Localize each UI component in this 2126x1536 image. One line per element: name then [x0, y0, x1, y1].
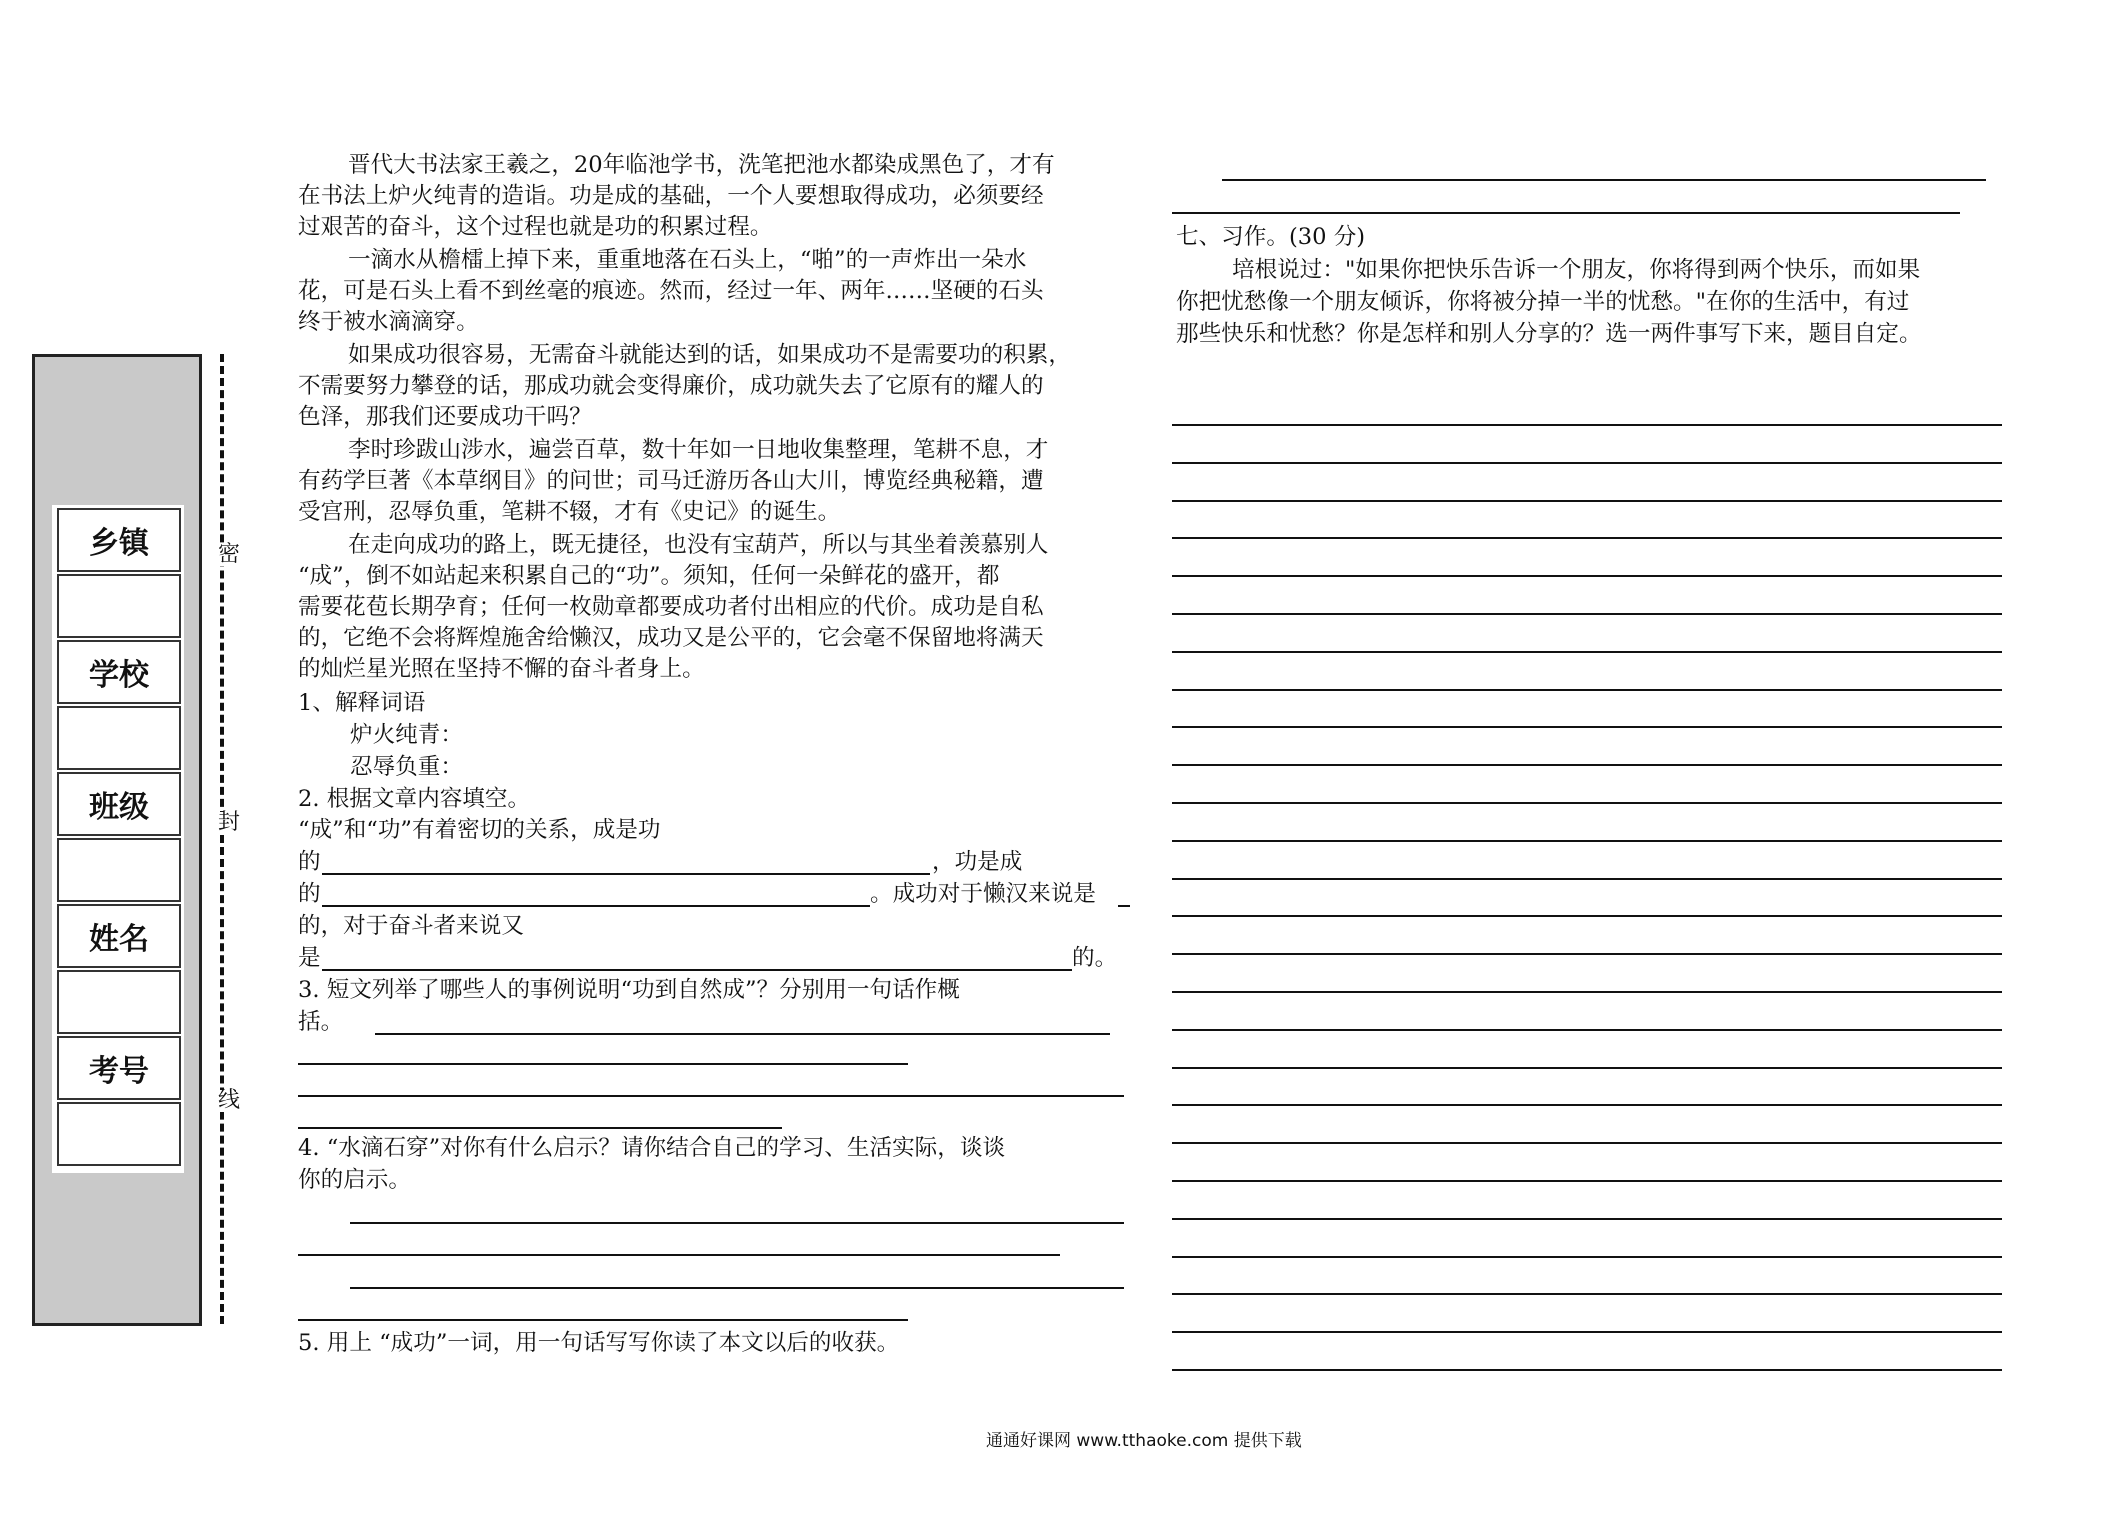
answer-line[interactable]: [375, 1033, 1110, 1035]
passage-line: 的，它绝不会将辉煌施舍给懒汉，成功又是公平的，它会毫不保留地将满天: [298, 625, 1044, 651]
writing-line[interactable]: [1172, 424, 2002, 426]
writing-line[interactable]: [1172, 1142, 2002, 1144]
seal-char-feng: 封: [217, 810, 240, 835]
answer-line[interactable]: [298, 1095, 1124, 1097]
writing-line[interactable]: [1172, 764, 2002, 766]
answer-line[interactable]: [298, 1254, 1060, 1256]
passage-line: “成”，倒不如站起来积累自己的“功”。须知，任何一朵鲜花的盛开，都: [298, 563, 1000, 589]
question-3-cont: 括。: [298, 1009, 344, 1035]
answer-line[interactable]: [298, 1127, 782, 1129]
writing-line[interactable]: [1172, 1067, 2002, 1069]
passage-line: 终于被水滴滴穿。: [298, 309, 479, 335]
fill-prefix: 的: [298, 881, 321, 907]
composition-prompt-line: 你把忧愁像一个朋友倾诉，你将被分掉一半的忧愁。"在你的生活中，有过: [1176, 289, 1910, 315]
label-class: 班级: [57, 772, 181, 836]
question-4-cont: 你的启示。: [298, 1167, 411, 1193]
writing-line[interactable]: [1172, 991, 2002, 993]
field-exam-number[interactable]: [57, 1102, 181, 1166]
passage-line: 不需要努力攀登的话，那成功就会变得廉价，成功就失去了它原有的耀人的: [298, 373, 1044, 399]
writing-line[interactable]: [1172, 1369, 2002, 1371]
answer-line[interactable]: [350, 1287, 1124, 1289]
passage-line: 在书法上炉火纯青的造诣。功是成的基础，一个人要想取得成功，必须要经: [298, 183, 1044, 209]
writing-line[interactable]: [1172, 878, 2002, 880]
answer-blank[interactable]: [322, 873, 930, 875]
question-1: 1、解释词语: [298, 690, 426, 716]
answer-line[interactable]: [1222, 179, 1986, 181]
fill-prefix: 是: [298, 945, 321, 971]
label-name: 姓名: [57, 904, 181, 968]
passage-line: 的灿烂星光照在坚持不懈的奋斗者身上。: [298, 656, 705, 682]
fill-text: 的，对于奋斗者来说又: [298, 913, 524, 939]
passage-line: 需要花苞长期孕育；任何一枚勋章都要成功者付出相应的代价。成功是自私: [298, 594, 1044, 620]
writing-line[interactable]: [1172, 802, 2002, 804]
fill-suffix: ，功是成: [932, 849, 1023, 875]
fill-prefix: 的: [298, 849, 321, 875]
field-class[interactable]: [57, 838, 181, 902]
passage-line: 李时珍跋山涉水，遍尝百草，数十年如一日地收集整理，笔耕不息，才: [348, 437, 1049, 463]
writing-line[interactable]: [1172, 689, 2002, 691]
writing-line[interactable]: [1172, 840, 2002, 842]
writing-line[interactable]: [1172, 651, 2002, 653]
question-2-text: “成”和“功”有着密切的关系，成是功: [298, 817, 661, 843]
field-school[interactable]: [57, 706, 181, 770]
writing-line[interactable]: [1172, 537, 2002, 539]
label-exam-number: 考号: [57, 1036, 181, 1100]
footer-credit: 通通好课网 www.tthaoke.com 提供下载: [986, 1431, 1302, 1451]
passage-line: 晋代大书法家王羲之，20年临池学书，洗笔把池水都染成黑色了，才有: [348, 152, 1055, 178]
seal-dashed-line: [220, 354, 224, 1324]
fill-suffix: 。成功对于懒汉来说是: [870, 881, 1096, 907]
seal-char-xian: 线: [217, 1088, 240, 1113]
writing-line[interactable]: [1172, 915, 2002, 917]
fill-suffix: 的。: [1072, 945, 1118, 971]
answer-blank[interactable]: [1118, 905, 1130, 907]
passage-line: 过艰苦的奋斗，这个过程也就是功的积累过程。: [298, 214, 773, 240]
passage-line: 有药学巨著《本草纲目》的问世；司马迁游历各山大川，博览经典秘籍，遭: [298, 468, 1044, 494]
writing-line[interactable]: [1172, 726, 2002, 728]
writing-line[interactable]: [1172, 575, 2002, 577]
passage-line: 在走向成功的路上，既无捷径，也没有宝葫芦，所以与其坐着羡慕别人: [348, 532, 1049, 558]
field-township[interactable]: [57, 574, 181, 638]
passage-line: 受宫刑，忍辱负重，笔耕不辍，才有《史记》的诞生。: [298, 499, 841, 525]
student-info-table: [52, 505, 184, 1173]
term-2: 忍辱负重：: [350, 754, 463, 780]
composition-heading: 七、习作。(30 分): [1176, 224, 1366, 250]
composition-prompt-line: 那些快乐和忧愁？你是怎样和别人分享的？选一两件事写下来，题目自定。: [1176, 321, 1922, 347]
answer-line[interactable]: [1172, 212, 1960, 214]
question-3: 3. 短文列举了哪些人的事例说明“功到自然成”？分别用一句话作概: [298, 977, 960, 1003]
writing-line[interactable]: [1172, 1104, 2002, 1106]
seal-char-mi: 密: [217, 542, 240, 567]
answer-blank[interactable]: [322, 905, 870, 907]
term-1: 炉火纯青：: [350, 722, 463, 748]
writing-line[interactable]: [1172, 1331, 2002, 1333]
question-4: 4. “水滴石穿”对你有什么启示？请你结合自己的学习、生活实际，谈谈: [298, 1135, 1006, 1161]
writing-line[interactable]: [1172, 1180, 2002, 1182]
field-name[interactable]: [57, 970, 181, 1034]
label-school: 学校: [57, 640, 181, 704]
question-5: 5. 用上 “成功”一词，用一句话写写你读了本文以后的收获。: [298, 1330, 900, 1356]
writing-line[interactable]: [1172, 1218, 2002, 1220]
answer-line[interactable]: [298, 1319, 908, 1321]
passage-line: 色泽，那我们还要成功干吗？: [298, 404, 592, 430]
composition-prompt-line: 培根说过："如果你把快乐告诉一个朋友，你将得到两个快乐，而如果: [1232, 257, 1921, 283]
passage-line: 如果成功很容易，无需奋斗就能达到的话，如果成功不是需要功的积累，: [348, 342, 1071, 368]
label-township: 乡镇: [57, 508, 181, 572]
answer-line[interactable]: [298, 1063, 908, 1065]
writing-line[interactable]: [1172, 500, 2002, 502]
writing-line[interactable]: [1172, 1029, 2002, 1031]
writing-line[interactable]: [1172, 1256, 2002, 1258]
answer-blank[interactable]: [322, 969, 1072, 971]
passage-line: 花，可是石头上看不到丝毫的痕迹。然而，经过一年、两年……坚硬的石头: [298, 278, 1044, 304]
writing-line[interactable]: [1172, 1293, 2002, 1295]
passage-line: 一滴水从檐檑上掉下来，重重地落在石头上，“啪”的一声炸出一朵水: [348, 247, 1027, 273]
answer-line[interactable]: [350, 1222, 1124, 1224]
writing-line[interactable]: [1172, 613, 2002, 615]
writing-line[interactable]: [1172, 953, 2002, 955]
writing-line[interactable]: [1172, 462, 2002, 464]
question-2: 2. 根据文章内容填空。: [298, 786, 531, 812]
